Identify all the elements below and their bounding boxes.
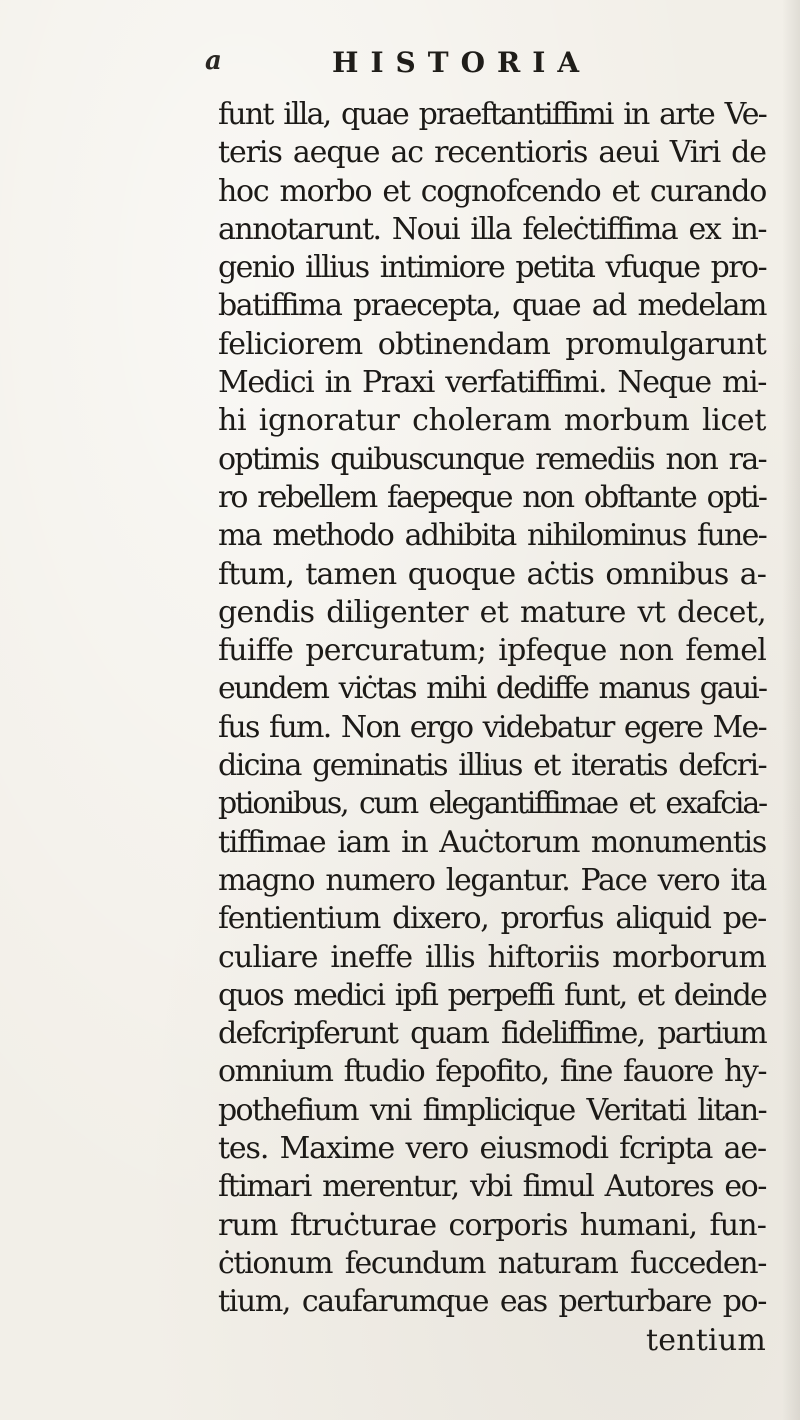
page-edge-shadow [782,0,800,1420]
text-line: funt illa, quae praeftantiffimi in arte Ve- [218,97,766,132]
text-line: tes. Maxime vero eiusmodi fcripta ae- [218,1131,766,1167]
text-line: ftimari merentur, vbi fimul Autores eo- [218,1169,766,1205]
text-line: fentientium dixero, prorfus aliquid pe- [218,901,766,937]
text-line: eundem viċtas mihi dediffe manus gaui- [218,671,766,707]
text-line: annotarunt. Noui illa feleċtiffima ex in- [218,211,766,247]
running-head: HISTORIA [332,46,592,79]
text-line: hi ignoratur choleram morbum licet [218,403,766,439]
text-line: optimis quibuscunque remediis non ra- [218,441,766,477]
text-line: culiare ineffe illis hiftoriis morborum [218,939,766,975]
text-line: fus fum. Non ergo videbatur egere Me- [218,709,766,745]
text-line: hoc morbo et cognofcendo et curando [218,173,766,209]
catchword: tentium [646,1322,766,1358]
body-text [218,96,766,1360]
text-line: quos medici ipfi perpeffi funt, et deinde [218,977,766,1013]
text-line: ro rebellem faepeque non obftante opti- [218,479,766,515]
text-line: ċtionum fecundum naturam fucceden- [218,1245,766,1281]
text-line: batiffima praecepta, quae ad medelam [218,288,766,324]
text-line: Medici in Praxi verfatiffimi. Neque mi- [218,365,766,401]
text-line: ftum, tamen quoque aċtis omnibus a- [218,556,766,592]
page-number: a [205,46,222,76]
text-line: tium, caufarumque eas perturbare po- [218,1284,766,1320]
text-line: fuiffe percuratum; ipfeque non femel [218,633,766,669]
text-line: feliciorem obtinendam promulgarunt [218,326,766,362]
text-line: magno numero legantur. Pace vero ita [218,862,766,898]
text-line: teris aeque ac recentioris aeui Viri de [218,135,766,171]
text-line: omnium ftudio fepofito, fine fauore hy- [218,1054,766,1090]
page-header [205,44,705,84]
text-line: ma methodo adhibita nihilominus fune- [218,518,766,554]
text-line: rum ftruċturae corporis humani, fun- [218,1207,766,1243]
text-line: tiffimae iam in Auċtorum monumentis [218,824,766,860]
text-line: defcripferunt quam fideliffime, partium [218,1016,766,1052]
text-line: gendis diligenter et mature vt decet, [218,594,766,630]
text-line: dicina geminatis illius et iteratis defcri- [218,748,766,784]
text-line: pothefium vni fimplicique Veritati litan- [218,1092,766,1128]
text-line: genio illius intimiore petita vfuque pro- [218,250,766,286]
text-line: ptionibus, cum elegantiffimae et exafcia- [218,786,766,822]
